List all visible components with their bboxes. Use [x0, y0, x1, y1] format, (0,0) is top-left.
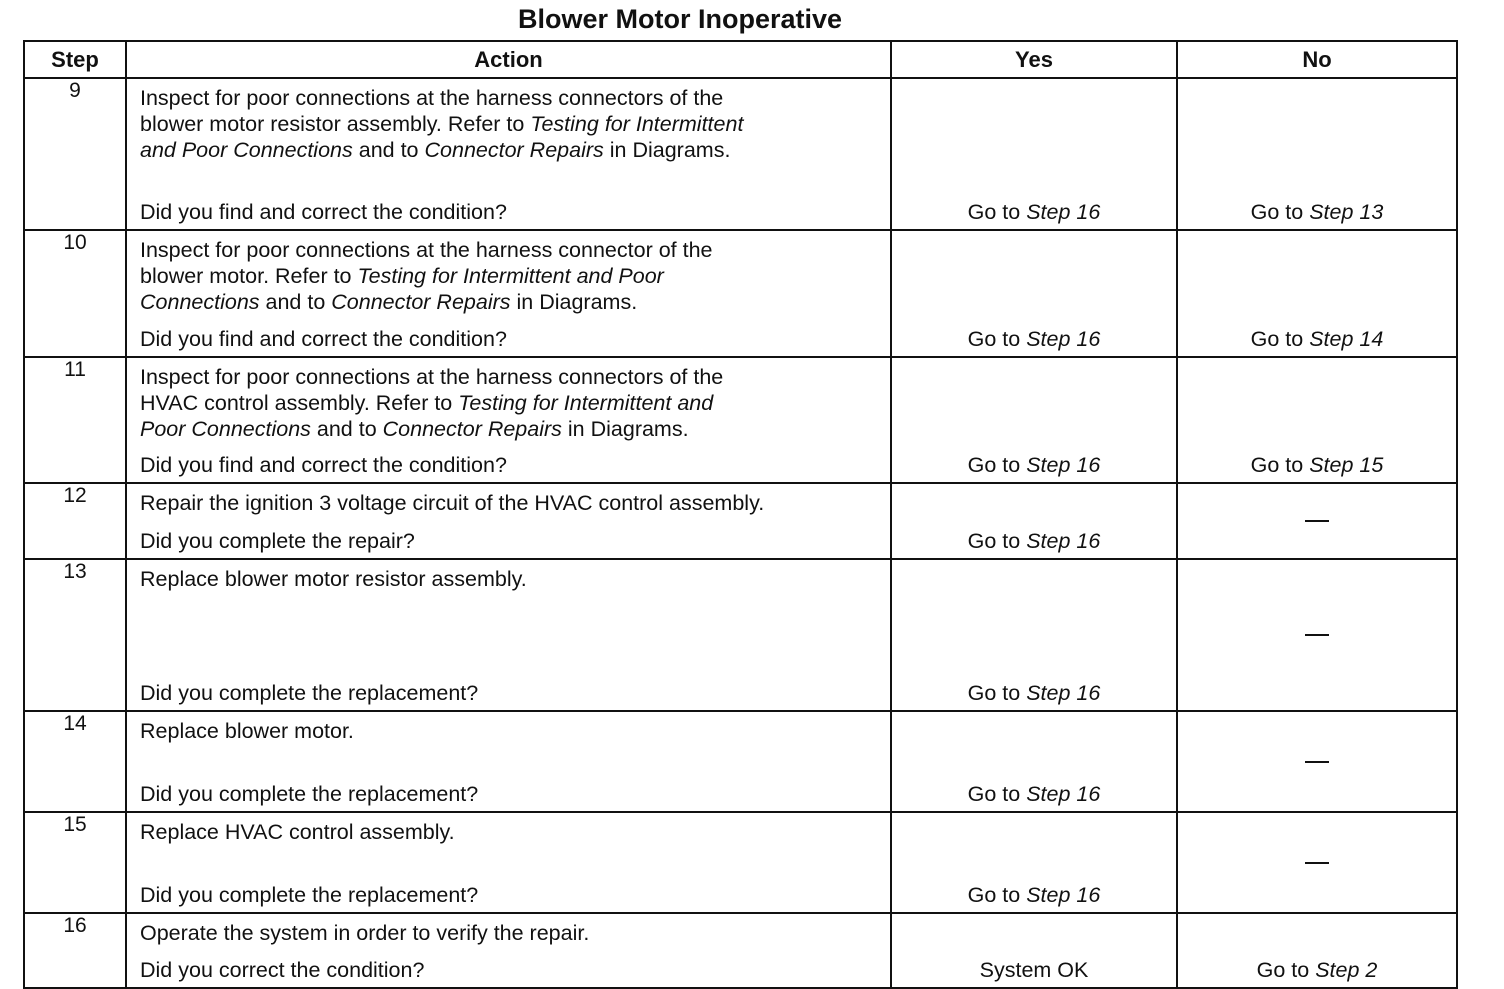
result-wrap [892, 79, 1176, 229]
action-content [127, 484, 890, 558]
no-cell [1177, 559, 1457, 711]
instruction-text: Repair the ignition 3 voltage circuit of the HVAC control assembly. [140, 491, 765, 515]
no-cell [1177, 230, 1457, 357]
step-number: 9 [24, 78, 126, 230]
no-result [1178, 200, 1456, 225]
result-wrap [1178, 484, 1456, 558]
instruction-text: Operate the system in order to verify the repair. [140, 921, 590, 945]
action-question: Did you complete the replacement? [140, 782, 479, 806]
action-question: Did you complete the replacement? [140, 883, 479, 907]
result-wrap [1178, 79, 1456, 229]
yes-cell [891, 559, 1177, 711]
action-cell [126, 483, 891, 559]
step-number: 10 [24, 230, 126, 357]
instruction-line [140, 819, 882, 845]
instruction-text: Replace HVAC control assembly. [140, 820, 455, 844]
action-cell [126, 357, 891, 483]
action-instruction [140, 920, 882, 946]
step-number: 15 [24, 812, 126, 913]
instruction-text: Replace blower motor resistor assembly. [140, 567, 527, 591]
result-wrap [1178, 712, 1456, 811]
instruction-text: blower motor. Refer to [140, 264, 358, 288]
action-cell [126, 913, 891, 988]
yes-step-ref: Step 16 [1026, 200, 1101, 224]
result-wrap [892, 231, 1176, 356]
yes-result-prefix: Go to [967, 327, 1027, 351]
reference-text: Connector Repairs [331, 290, 511, 314]
no-result [1178, 327, 1456, 352]
instruction-text: and to [259, 290, 332, 314]
no-result-prefix: Go to [1250, 200, 1310, 224]
action-question: Did you complete the repair? [140, 529, 415, 553]
instruction-line [140, 237, 882, 263]
instruction-line [140, 566, 882, 592]
header-yes: Yes [891, 41, 1177, 78]
no-cell [1177, 483, 1457, 559]
action-instruction [140, 85, 882, 163]
result-wrap [892, 712, 1176, 811]
yes-cell [891, 483, 1177, 559]
step-number: 14 [24, 711, 126, 812]
table-row [24, 483, 1457, 559]
action-instruction [140, 490, 882, 516]
yes-result [892, 529, 1176, 554]
yes-step-ref: Step 16 [1026, 681, 1101, 705]
dash-mark [1305, 520, 1329, 522]
no-result-prefix: Go to [1250, 327, 1310, 351]
dash-mark [1305, 634, 1329, 636]
no-cell [1177, 78, 1457, 230]
yes-result [892, 200, 1176, 225]
action-cell [126, 711, 891, 812]
yes-result-prefix: Go to [967, 782, 1027, 806]
step-number: 12 [24, 483, 126, 559]
instruction-line [140, 920, 882, 946]
no-cell [1177, 913, 1457, 988]
action-instruction [140, 566, 882, 592]
action-instruction [140, 819, 882, 845]
instruction-text: and to [310, 417, 383, 441]
dash-mark [1305, 761, 1329, 763]
yes-result-prefix: Go to [967, 883, 1027, 907]
instruction-line [140, 85, 882, 111]
action-content [127, 914, 890, 987]
result-wrap [1178, 914, 1456, 987]
yes-cell [891, 812, 1177, 913]
action-instruction [140, 364, 882, 442]
instruction-line [140, 364, 882, 390]
action-cell [126, 230, 891, 357]
header-step: Step [24, 41, 126, 78]
step-number: 11 [24, 357, 126, 483]
instruction-line [140, 390, 882, 416]
yes-result-prefix: Go to [967, 200, 1027, 224]
no-result-prefix: Go to [1250, 453, 1310, 477]
no-step-ref: Step 14 [1309, 327, 1384, 351]
yes-result [892, 327, 1176, 352]
action-content [127, 79, 890, 229]
action-content [127, 560, 890, 710]
result-wrap [892, 484, 1176, 558]
instruction-text: Inspect for poor connections at the harness connector of the [140, 238, 713, 262]
reference-text: Testing for Intermittent [530, 112, 744, 136]
yes-step-ref: Step 16 [1026, 529, 1101, 553]
no-step-ref: Step 2 [1315, 958, 1378, 982]
action-question: Did you find and correct the condition? [140, 453, 507, 477]
instruction-line [140, 263, 882, 289]
action-cell [126, 812, 891, 913]
instruction-text: in Diagrams. [561, 417, 689, 441]
instruction-line [140, 718, 882, 744]
yes-result-prefix: Go to [967, 681, 1027, 705]
no-step-ref: Step 15 [1309, 453, 1384, 477]
yes-result-prefix: Go to [967, 453, 1027, 477]
instruction-line [140, 289, 882, 315]
instruction-text: Inspect for poor connections at the harness connectors of the [140, 86, 724, 110]
no-cell [1177, 357, 1457, 483]
instruction-line [140, 490, 882, 516]
header-action: Action [126, 41, 891, 78]
yes-step-ref: Step 16 [1026, 883, 1101, 907]
table-row [24, 812, 1457, 913]
no-cell [1177, 711, 1457, 812]
instruction-text: blower motor resistor assembly. Refer to [140, 112, 531, 136]
table-row [24, 559, 1457, 711]
result-wrap [892, 560, 1176, 710]
table-row [24, 230, 1457, 357]
yes-result [892, 453, 1176, 478]
instruction-text: Inspect for poor connections at the harness connectors of the [140, 365, 724, 389]
diagnostic-table [23, 40, 1458, 989]
reference-text: Testing for Intermittent and [458, 391, 714, 415]
yes-cell [891, 230, 1177, 357]
step-number: 16 [24, 913, 126, 988]
action-cell [126, 559, 891, 711]
yes-result-prefix: Go to [967, 529, 1027, 553]
yes-result [892, 681, 1176, 706]
action-question: Did you correct the condition? [140, 958, 425, 982]
action-question: Did you complete the replacement? [140, 681, 479, 705]
step-number: 13 [24, 559, 126, 711]
table-row [24, 711, 1457, 812]
table-row [24, 78, 1457, 230]
table-row [24, 913, 1457, 988]
instruction-text: HVAC control assembly. Refer to [140, 391, 459, 415]
no-result-prefix: Go to [1256, 958, 1316, 982]
result-wrap [1178, 231, 1456, 356]
no-result [1178, 453, 1456, 478]
yes-result [892, 782, 1176, 807]
yes-step-ref: Step 16 [1026, 453, 1101, 477]
action-content [127, 712, 890, 811]
yes-step-ref: Step 16 [1026, 327, 1101, 351]
instruction-text: in Diagrams. [603, 138, 731, 162]
yes-cell [891, 913, 1177, 988]
result-wrap [1178, 358, 1456, 482]
page-title: Blower Motor Inoperative [517, 4, 843, 34]
instruction-text: in Diagrams. [510, 290, 638, 314]
yes-result-prefix: System OK [979, 958, 1089, 982]
no-result [1178, 958, 1456, 983]
reference-text: Connections [140, 290, 260, 314]
action-instruction [140, 237, 882, 315]
action-cell [126, 78, 891, 230]
action-instruction [140, 718, 882, 744]
instruction-text: Replace blower motor. [140, 719, 354, 743]
no-step-ref: Step 13 [1309, 200, 1384, 224]
result-wrap [1178, 560, 1456, 710]
reference-text: Poor Connections [140, 417, 311, 441]
reference-text: Connector Repairs [424, 138, 604, 162]
result-wrap [892, 914, 1176, 987]
instruction-line [140, 137, 882, 163]
no-cell [1177, 812, 1457, 913]
table-row [24, 357, 1457, 483]
result-wrap [892, 358, 1176, 482]
yes-cell [891, 78, 1177, 230]
action-content [127, 231, 890, 356]
yes-result [892, 958, 1176, 983]
action-question: Did you find and correct the condition? [140, 327, 507, 351]
result-wrap [1178, 813, 1456, 912]
yes-cell [891, 711, 1177, 812]
instruction-line [140, 111, 882, 137]
instruction-text: and to [352, 138, 425, 162]
yes-cell [891, 357, 1177, 483]
action-content [127, 813, 890, 912]
yes-result [892, 883, 1176, 908]
yes-step-ref: Step 16 [1026, 782, 1101, 806]
reference-text: Testing for Intermittent and Poor [357, 264, 664, 288]
action-question: Did you find and correct the condition? [140, 200, 507, 224]
reference-text: Connector Repairs [382, 417, 562, 441]
action-content [127, 358, 890, 482]
instruction-line [140, 416, 882, 442]
reference-text: and Poor Connections [140, 138, 353, 162]
header-no: No [1177, 41, 1457, 78]
result-wrap [892, 813, 1176, 912]
header-row [24, 41, 1457, 78]
dash-mark [1305, 862, 1329, 864]
